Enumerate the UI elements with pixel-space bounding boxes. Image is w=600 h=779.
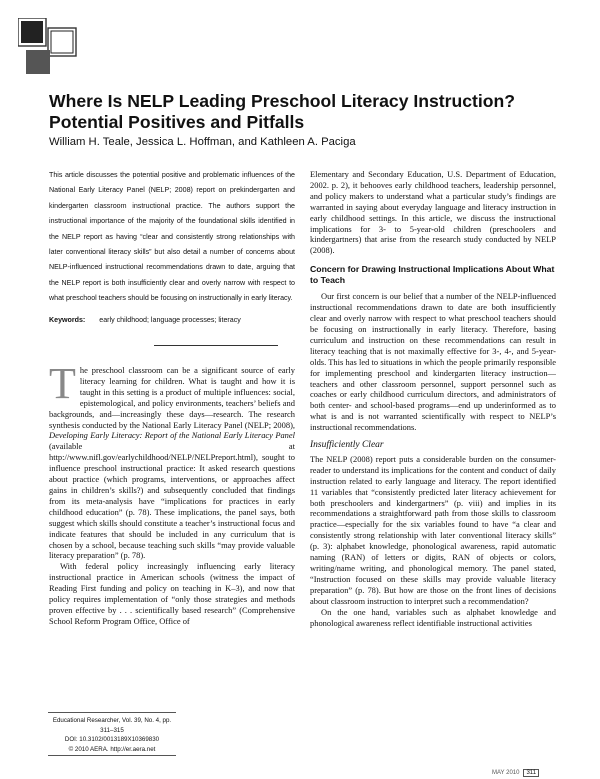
doi: DOI: 10.3102/0013189X10369830 <box>64 736 160 744</box>
article-title: Where Is NELP Leading Preschool Literacy Instruction? Potential Positives and Pitfalls <box>49 91 516 132</box>
separator <box>154 345 278 346</box>
keywords <box>49 316 299 324</box>
page-footer <box>492 769 539 777</box>
intro-paragraph: The preschool classroom can be a significant source of early literacy learning for children. What is taught and how it is taught in this setting is a product of multiple influences: social, epistemological, and policy environments, teachers’ beliefs and backgrounds, and—increasingly these days—research. The research synthesis conducted by the National Early Literacy Panel (NELP; 2008), Developing Early Literacy: Report of the National Early Literacy Panel (available at http://www.nifl.gov/earlychildhood/NELP/NELPreport.html), sought to influence preschool instructional practice: It asked research questions about practice (which programs, interventions, or approaches affect gains in children’s skills?) and subsequently concluded that findings from its meta-analysis have “implications for practices in early childhood education” (p. 78). These implications, the panel says, both suggest which skills should constitute a teacher’s instructional focus and indicate features that should be included in any curriculum that is chosen by a school, because teaching such skills “may provide valuable literacy preparation” (p. 78). <box>49 359 295 561</box>
authors: William H. Teale, Jessica L. Hoffman, and Kathleen A. Paciga <box>49 136 356 148</box>
journal-logo-icon <box>18 18 78 78</box>
citation-box <box>48 712 176 756</box>
body-column-right <box>310 169 556 628</box>
keywords-value: early childhood; language processes; literacy <box>99 316 241 324</box>
keywords-label: Keywords: <box>49 316 86 324</box>
copyright: © 2010 AERA. http://er.aera.net <box>68 745 156 753</box>
journal-citation: Educational Researcher, Vol. 39, No. 4, pp. 311–315 <box>52 717 172 734</box>
body-paragraph: Our first concern is our belief that a number of the NELP-influenced instructional recommendations drawn to date are both insufficiently clear and overly narrow with respect to what preschool teachers should be focusing on instructionally in early literacy. Therefore, basing curriculum and instruction on these recommendations can result in literacy teaching that is not maximally effective for 3-, 4-, and 5-year-olds. This has led to situations in which the people primarily responsible for implementing preschool and kindergarten literacy instruction—teachers and other classroom personnel, support personnel such as coaches or early childhood curriculum directors, and administrators of both center- and school-based programs—end up underinformed as to what is and is not warranted scientifically with respect to NELP’s instructional recommendations. <box>310 291 556 433</box>
issue-date: MAY 2010 <box>492 770 520 776</box>
body-paragraph: Elementary and Secondary Education, U.S. Department of Education, 2002. p. 2), it behooves early childhood teachers, leadership personnel, and policy makers to understand what a particular study’s findings are warranted in saying about everyday language and literacy instruction in early childhood settings. In this article, we discuss the instructional implications for 3- to 5-year-old children (preschoolers and kindergartners) that arise from the research study conducted by NELP (2008). <box>310 169 556 256</box>
body-paragraph: The NELP (2008) report puts a considerable burden on the consumer-reader to understand its implications for the content and conduct of daily instruction related to early language and literacy. The report identified 11 variables that “consistently predicted later literacy achievement for both preschoolers and kindergartners” (p. viii) and implies in its recommendations a straightforward path from those skills to classroom practice—especially for the six variables found to have “a clear and consistently strong relationship with later conventional literacy skills” (p. 3): alphabet knowledge, phonological awareness, rapid automatic naming (RAN) of letters or digits, RAN of objects or colors, writing/name writing, and phonological memory. The panel stated, “Instruction focused on these skills may provide valuable literacy preparation” (p. 78). But how are those on the front lines of decisions about classroom instruction to interpret such a recommendation? <box>310 453 556 606</box>
body-paragraph: With federal policy increasingly influencing early literacy instructional practice in American schools (witness the impact of Reading First funding and policy on teaching in K–3), and now that policy requires implementation of “only those strategies and methods proven effective by . . . scientifically based research” (Comprehensive School Reform Program Office, Office of <box>49 561 295 626</box>
body-paragraph: On the one hand, variables such as alphabet knowledge and phonological awareness reflect identifiable instructional activities <box>310 606 556 628</box>
report-title: Developing Early Literacy: Report of the National Early Literacy Panel <box>49 430 295 441</box>
page-number: 311 <box>523 769 539 777</box>
body-column-left <box>49 359 295 627</box>
abstract: This article discusses the potential positive and problematic influences of the National Early Literacy Panel (NELP; 2008) report on prekindergarten and kindergarten classroom instructional practice. The authors support the instructional importance of the majority of the foundational skills identified in the NELP report as having “clear and consistently strong relationships with later conventional literacy skills” but also detail a number of concerns about NELP-influenced instructional recommendations drawn to date, arguing that the NELP report is both insufficiently clear and overly narrow with respect to what preschool teachers should be focusing on instructionally in early literacy. <box>49 171 295 303</box>
drop-cap: T <box>49 359 76 408</box>
section-heading: Concern for Drawing Instructional Implications About What to Teach <box>310 264 555 286</box>
subsection-heading: Insufficiently Clear <box>310 440 384 451</box>
